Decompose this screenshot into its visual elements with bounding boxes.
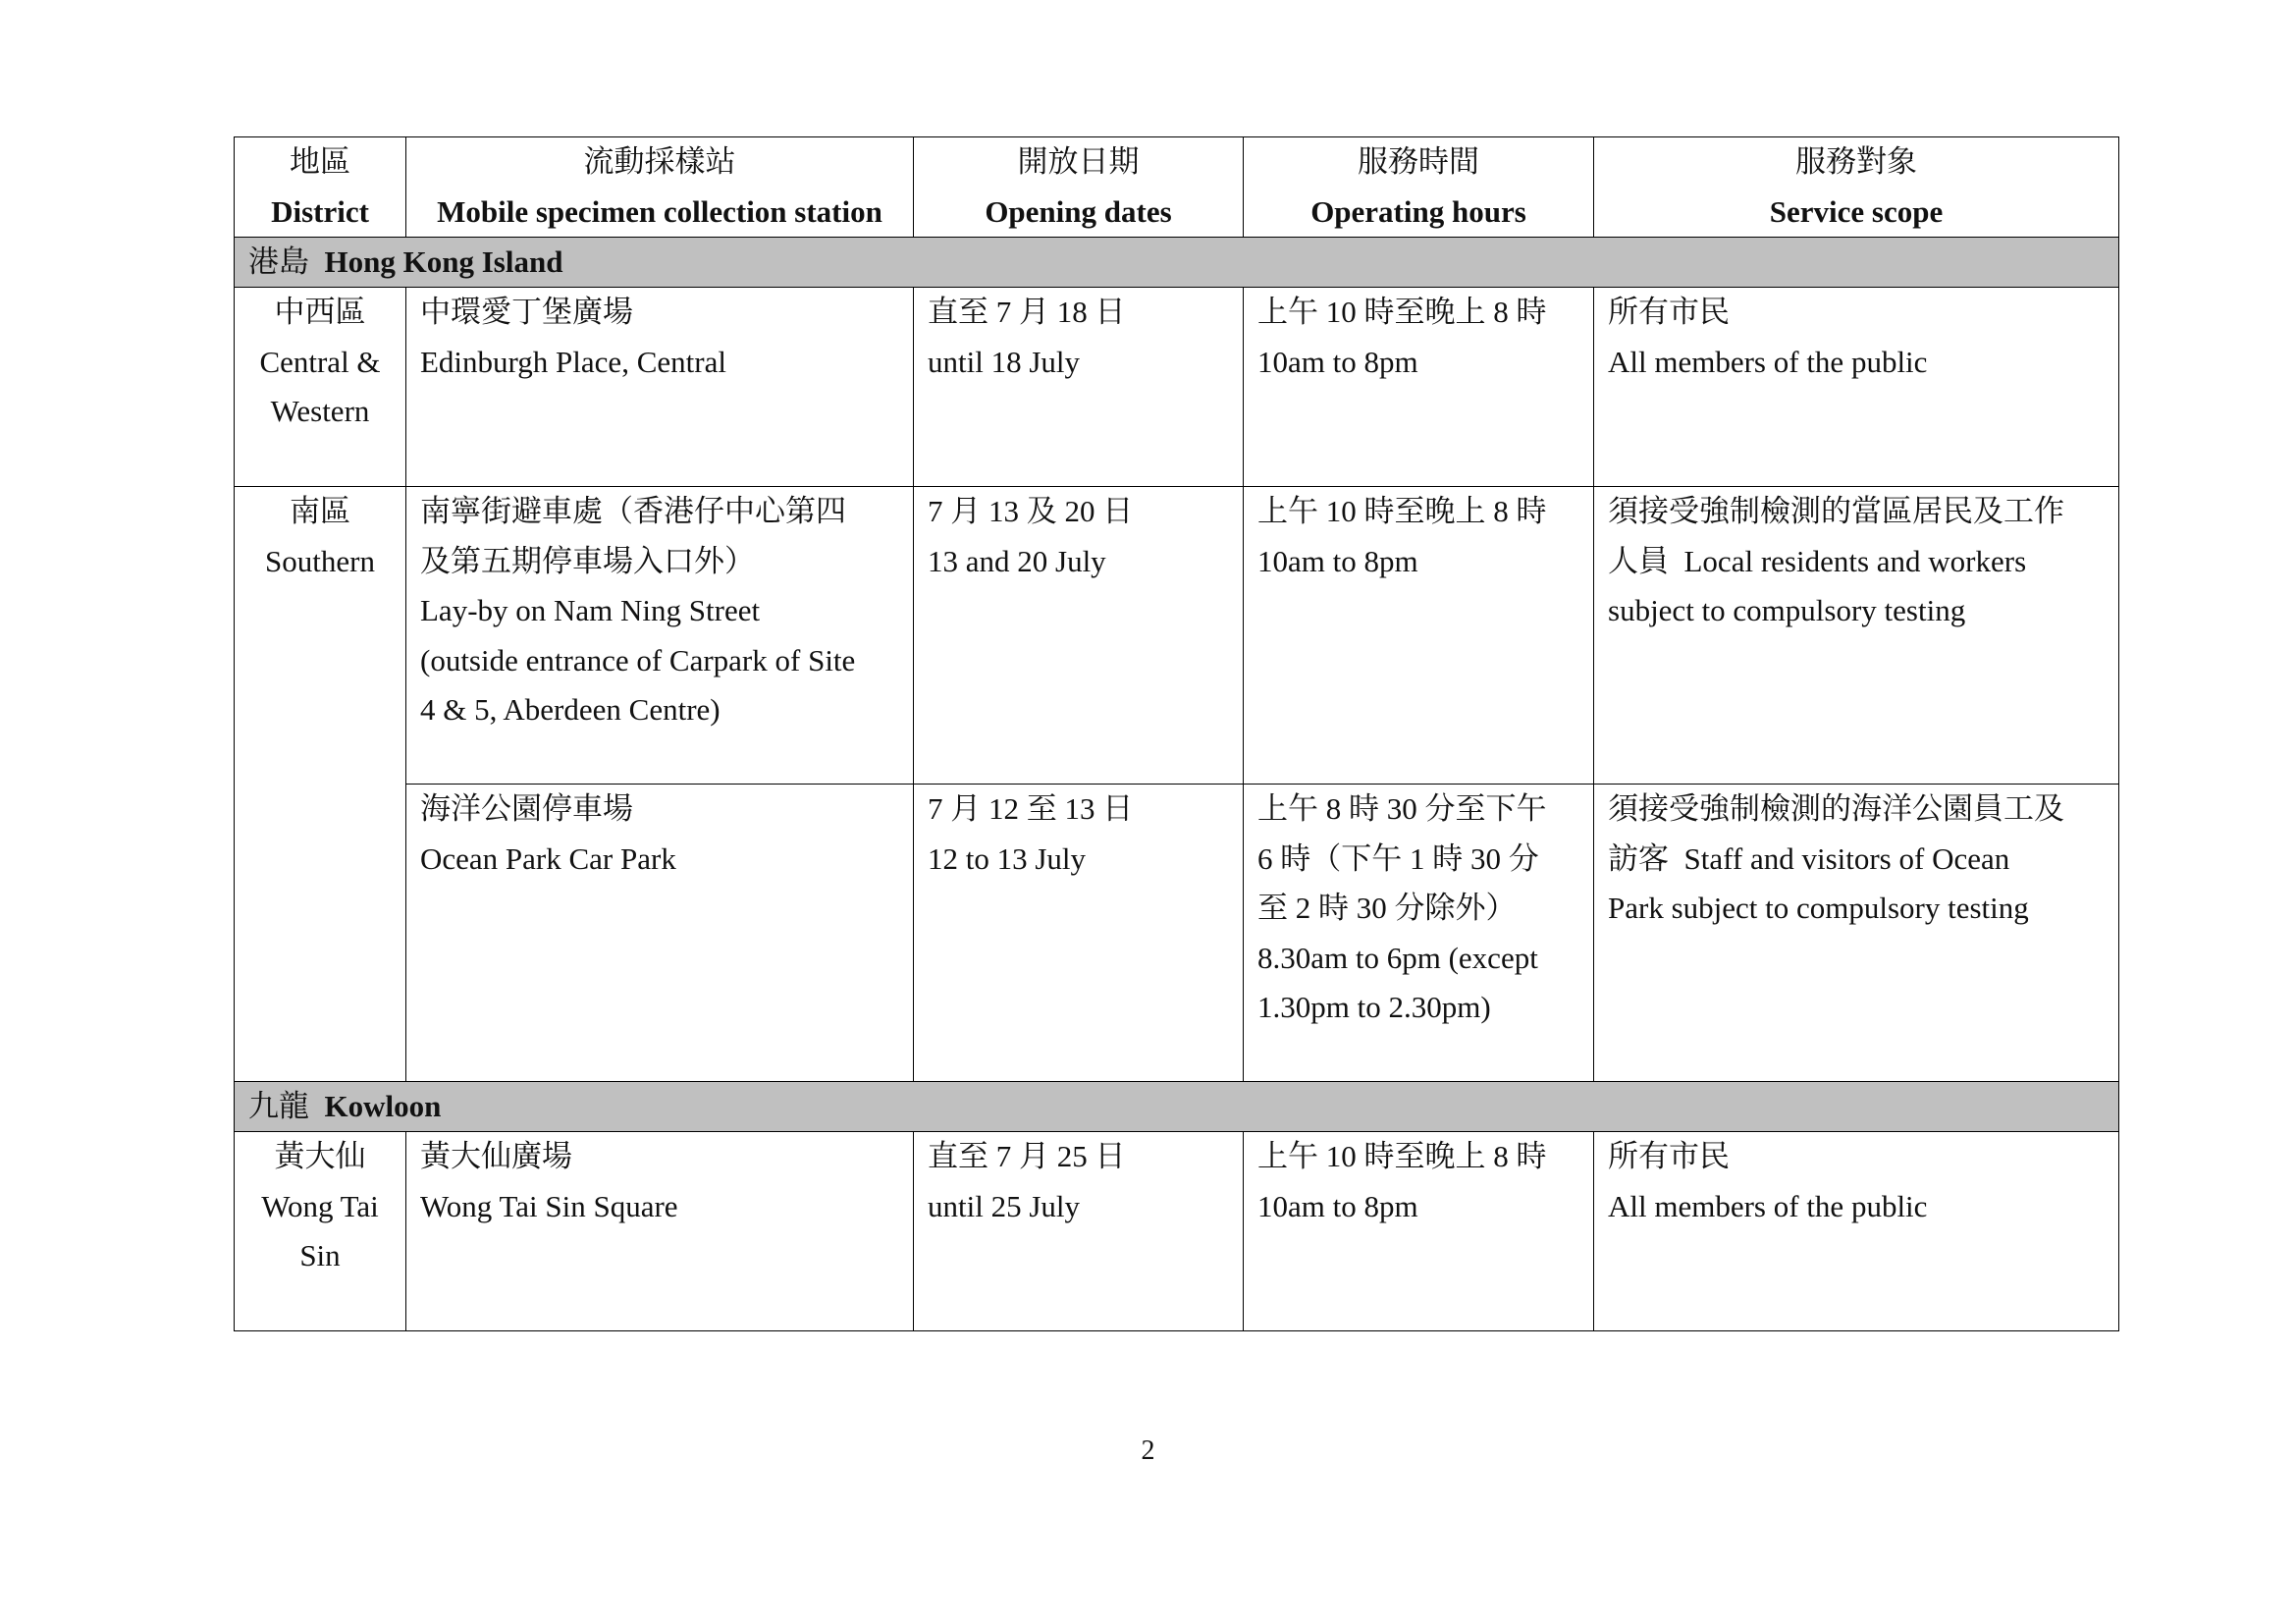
scope-cell: 須接受強制檢測的當區居民及工作 人員 Local residents and workers subject to compulsory testing (1594, 487, 2119, 785)
section-row-hong-kong-island (235, 238, 2119, 288)
header-opening-dates: 開放日期 Opening dates (914, 137, 1244, 238)
district-cell: 黃大仙 Wong Tai Sin (235, 1132, 406, 1331)
section-heading: 九龍 Kowloon (235, 1082, 2119, 1132)
district-cell: 南區 Southern (235, 487, 406, 1082)
hours-cell: 上午 10 時至晚上 8 時 10am to 8pm (1244, 1132, 1594, 1331)
table-row (235, 785, 2119, 1082)
scope-cell: 須接受強制檢測的海洋公園員工及 訪客 Staff and visitors of Ocean Park subject to compulsory testing (1594, 785, 2119, 1082)
header-service-scope: 服務對象 Service scope (1594, 137, 2119, 238)
section-heading: 港島 Hong Kong Island (235, 238, 2119, 288)
scope-cell: 所有市民 All members of the public (1594, 1132, 2119, 1331)
hours-cell: 上午 10 時至晚上 8 時 10am to 8pm (1244, 487, 1594, 785)
header-station: 流動採樣站 Mobile specimen collection station (406, 137, 914, 238)
scope-cell: 所有市民 All members of the public (1594, 288, 2119, 487)
table-row (235, 288, 2119, 487)
hours-cell: 上午 8 時 30 分至下午 6 時（下午 1 時 30 分 至 2 時 30 分除外） 8.30am to 6pm (except 1.30pm to 2.30pm) (1244, 785, 1594, 1082)
dates-cell: 7 月 12 至 13 日 12 to 13 July (914, 785, 1244, 1082)
hours-cell: 上午 10 時至晚上 8 時 10am to 8pm (1244, 288, 1594, 487)
dates-cell: 直至 7 月 18 日 until 18 July (914, 288, 1244, 487)
table-row (235, 487, 2119, 785)
page-number: 2 (1141, 1435, 1155, 1466)
table-row (235, 1132, 2119, 1331)
dates-cell: 7 月 13 及 20 日 13 and 20 July (914, 487, 1244, 785)
district-cell: 中西區 Central & Western (235, 288, 406, 487)
station-cell: 黃大仙廣場 Wong Tai Sin Square (406, 1132, 914, 1331)
station-cell: 南寧街避車處（香港仔中心第四 及第五期停車場入口外） Lay-by on Nam Ning Street (outside entrance of Carpark of Site 4 & 5, Aberdeen Centre) (406, 487, 914, 785)
collection-station-table (234, 136, 2119, 1331)
section-row-kowloon (235, 1082, 2119, 1132)
table-header-row (235, 137, 2119, 238)
header-district: 地區 District (235, 137, 406, 238)
dates-cell: 直至 7 月 25 日 until 25 July (914, 1132, 1244, 1331)
station-cell: 海洋公園停車場 Ocean Park Car Park (406, 785, 914, 1082)
header-operating-hours: 服務時間 Operating hours (1244, 137, 1594, 238)
station-cell: 中環愛丁堡廣場 Edinburgh Place, Central (406, 288, 914, 487)
